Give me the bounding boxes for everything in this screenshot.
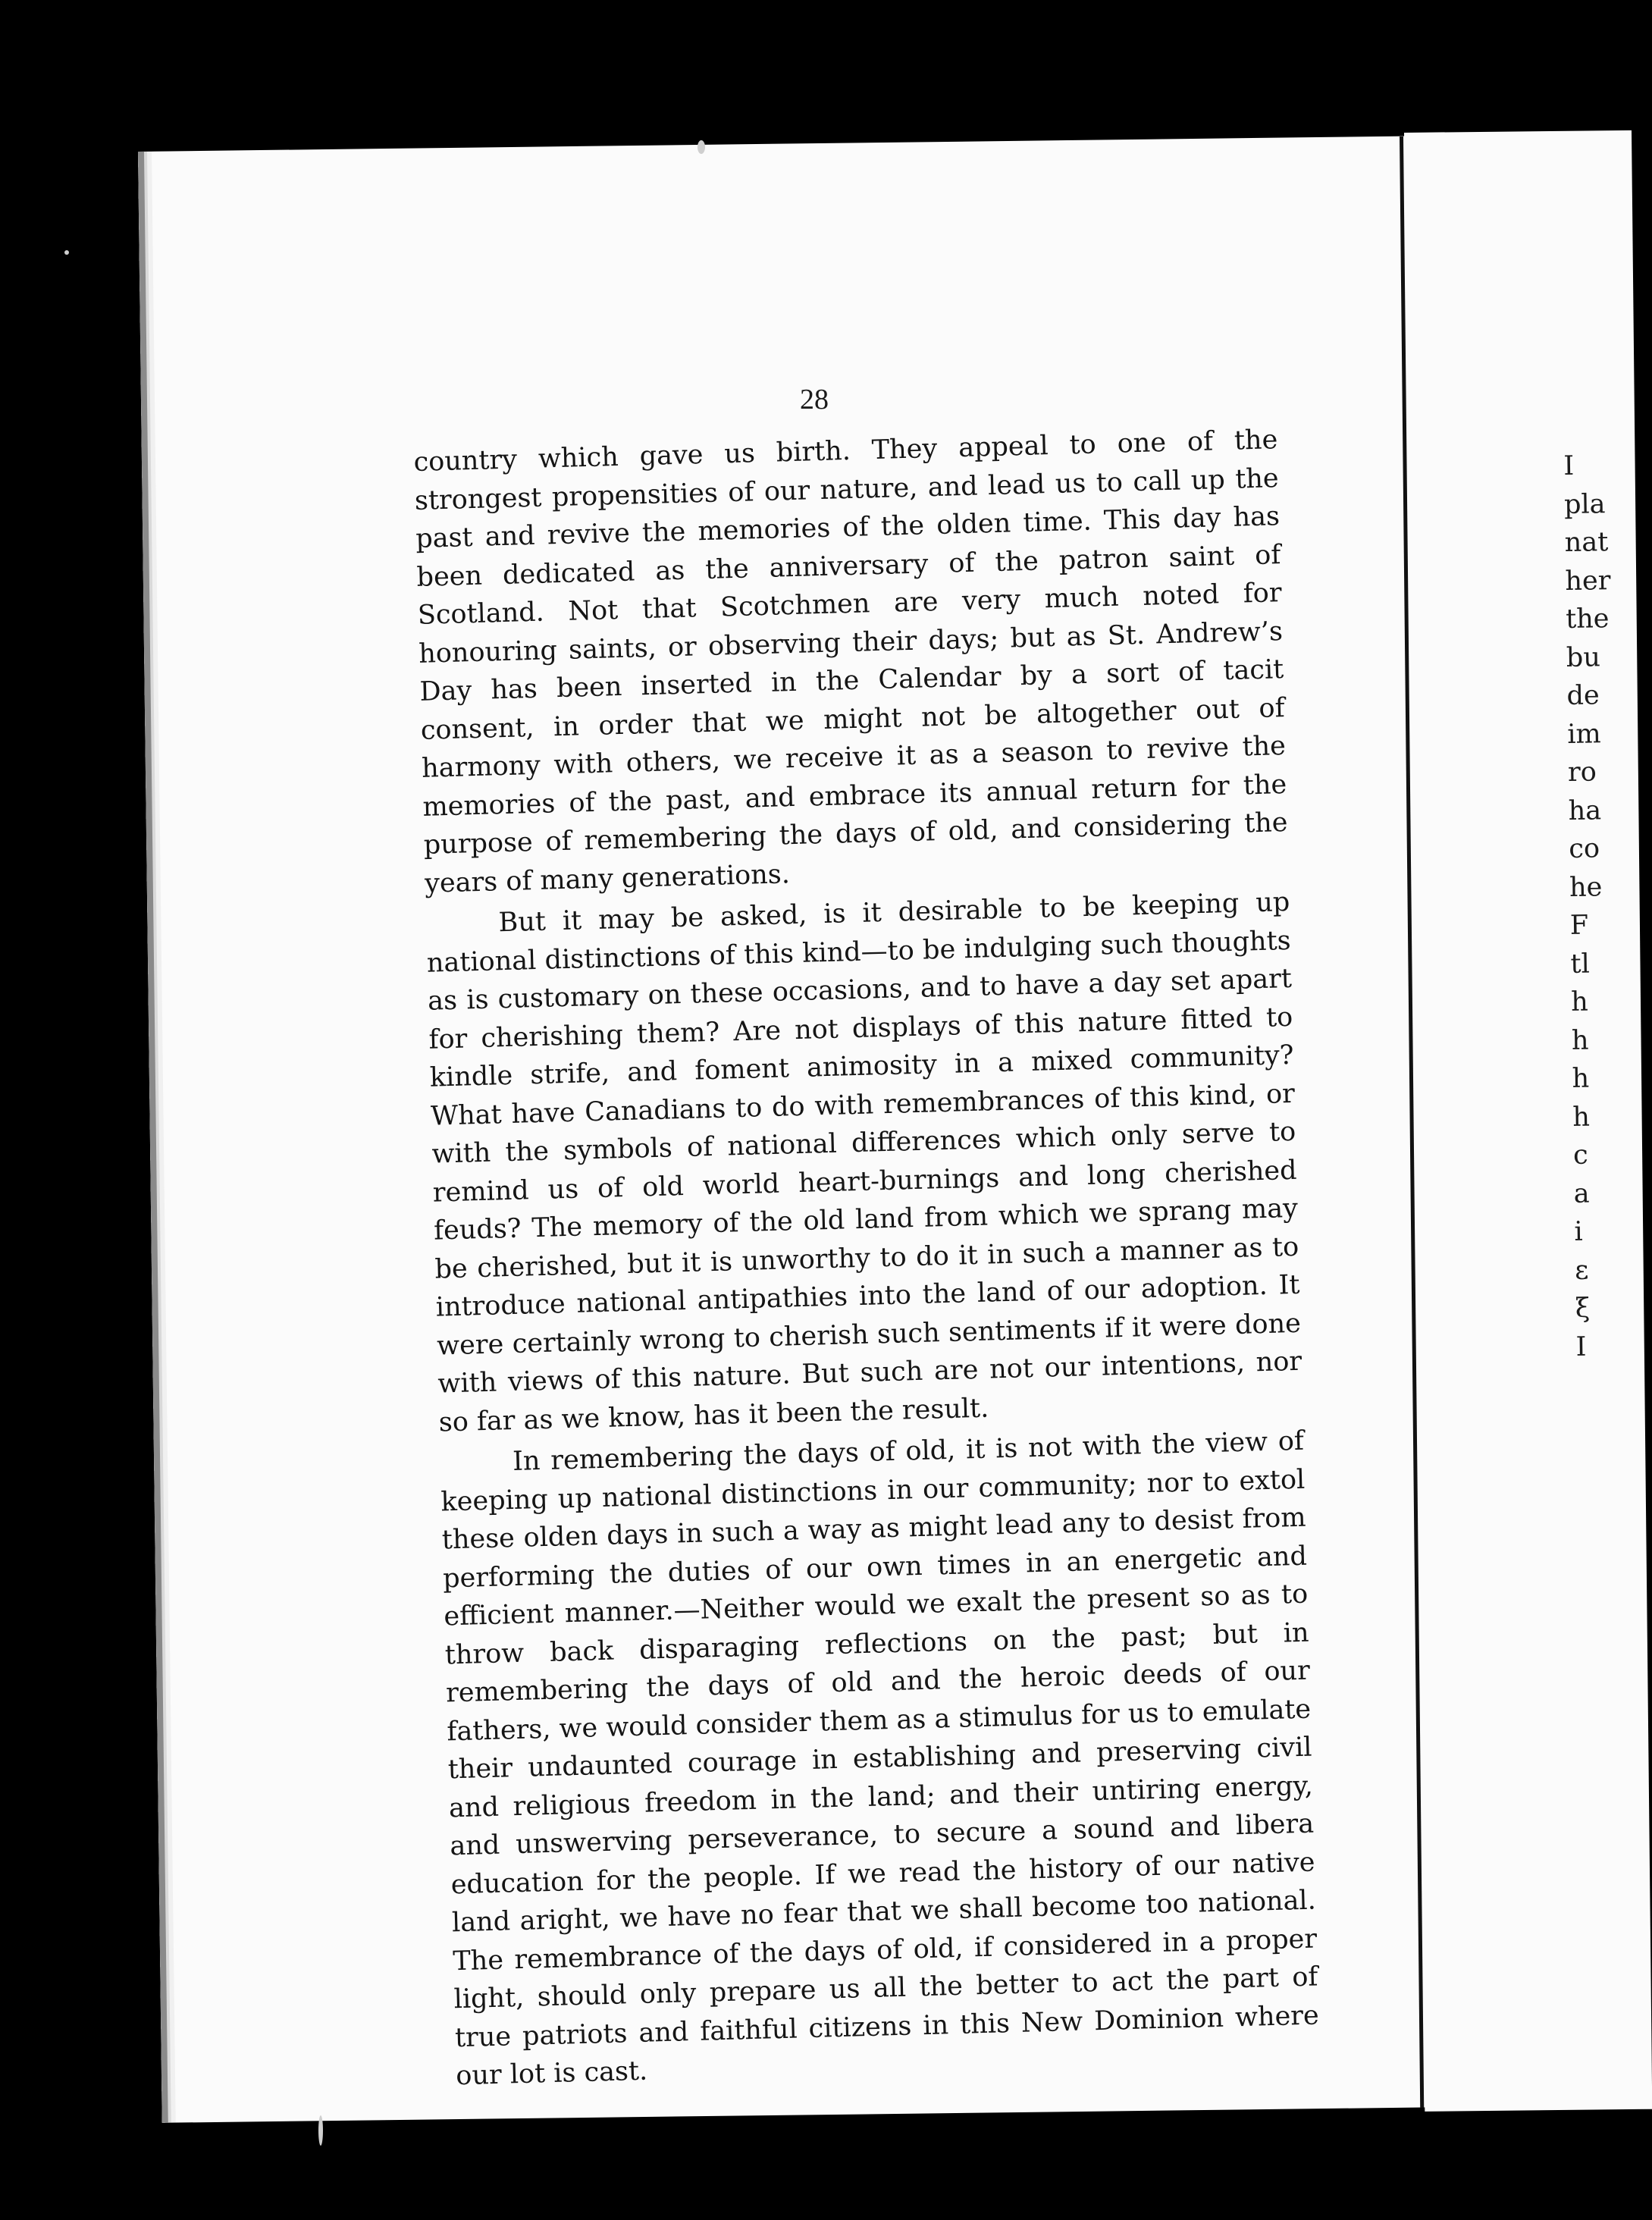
right-page-fragment-line: a (1573, 1178, 1590, 1209)
right-page-fragment-line: ε (1574, 1255, 1589, 1286)
right-page-fragment-line: de (1566, 680, 1600, 711)
right-page-fragment-line: ro (1567, 757, 1597, 788)
right-page-fragment-line: pla (1563, 488, 1606, 520)
right-page-fragment-line: tl (1570, 949, 1591, 980)
right-page-fragment-line: h (1571, 1025, 1589, 1056)
paragraph-2: But it may be asked, is it desirable to be keeping up national distinctions of this kind—to be indulging such thoughts as is customary on these occasions, and to have a day set apart for cherishing them? Are not displays of this nature fitted to kindle strife, and foment animosity in a mixed community? What have Canadians to do with remembrances of this kind, or with the symbols of national differences which only serve to remind us of old world heart-burnings and long cherished feuds? The memory of the old land from which we sprang may be cherished, but it is unworthy to do it in such a manner as to introduce national antipathies into the land of our adoption. It were certainly wrong to cherish such sentiments if it were done with views of this nature. But such are not our intentions, nor so far as we know, has it been the result. (426, 886, 1302, 1438)
page-number: 28 (800, 384, 829, 415)
right-page-fragment-line: the (1565, 604, 1610, 635)
right-page-fragment-line: ξ (1575, 1293, 1591, 1324)
right-page-fragment-line: c (1572, 1140, 1588, 1171)
right-page-fragment-line: ha (1568, 795, 1602, 826)
right-page-fragment-line: I (1563, 450, 1575, 481)
right-page-fragment-line: nat (1564, 527, 1609, 558)
scan-speck (318, 2115, 323, 2146)
scan-speck (64, 250, 69, 255)
right-page-fragment-line: co (1569, 833, 1600, 864)
right-page-fragment-line: h (1572, 1102, 1591, 1133)
right-page-fragment-line: he (1569, 871, 1603, 903)
right-page-fragment-line: i (1574, 1216, 1583, 1247)
paragraph-1: country which gave us birth. They appeal to one of the strongest propensities of our nature, and lead us to call up the past and revive the memories of the olden time. This day has been dedicated as the anniversary of the patron saint of Scotland. Not that Scotchmen are very much noted for honouring saints, or observing their days; but as St. Andrew’s Day has been inserted in the Calendar by a sort of tacit consent, in order that we might not be altogether out of harmony with others, we receive it as a season to revive the memories of the past, and embrace its annual return for the purpose of remembering the days of old, and considering the years of many generations. (413, 425, 1289, 899)
right-page-fragment-line: h (1572, 1063, 1590, 1094)
right-page-fragment-line: h (1570, 986, 1589, 1018)
right-page-fragment-line: I (1575, 1331, 1587, 1362)
right-page-fragment-line: her (1565, 565, 1611, 597)
body-text (413, 421, 1321, 2099)
right-page-fragment-line: bu (1566, 641, 1601, 673)
paragraph-3: In remembering the days of old, it is not with the view of keeping up national distinctions in our community; nor to extol these olden days in such a way as might lead any to desist from performing the duties of our own times in an energetic and efficient manner.—Neither would we exalt the present so as to throw back disparaging reflections on the past; but in remembering the days of old and the heroic deeds of our fathers, we would consider them as a stimulus for us to emulate their undaunted courage in establishing and preserving civil and religious freedom in the land; and their untiring energy, and unswerving perseverance, to secure a sound and libera education for the people. If we read the history of our native land aright, we have no fear that we shall become too national. The remembrance of the days of old, if considered in a proper light, should only prepare us all the better to act the part of true patriots and faithful citizens in this New Dominion where our lot is cast. (440, 1425, 1320, 2092)
scan-speck (697, 140, 705, 154)
right-page-fragment-line: im (1567, 718, 1601, 750)
right-page-fragment-line: F (1569, 910, 1589, 941)
